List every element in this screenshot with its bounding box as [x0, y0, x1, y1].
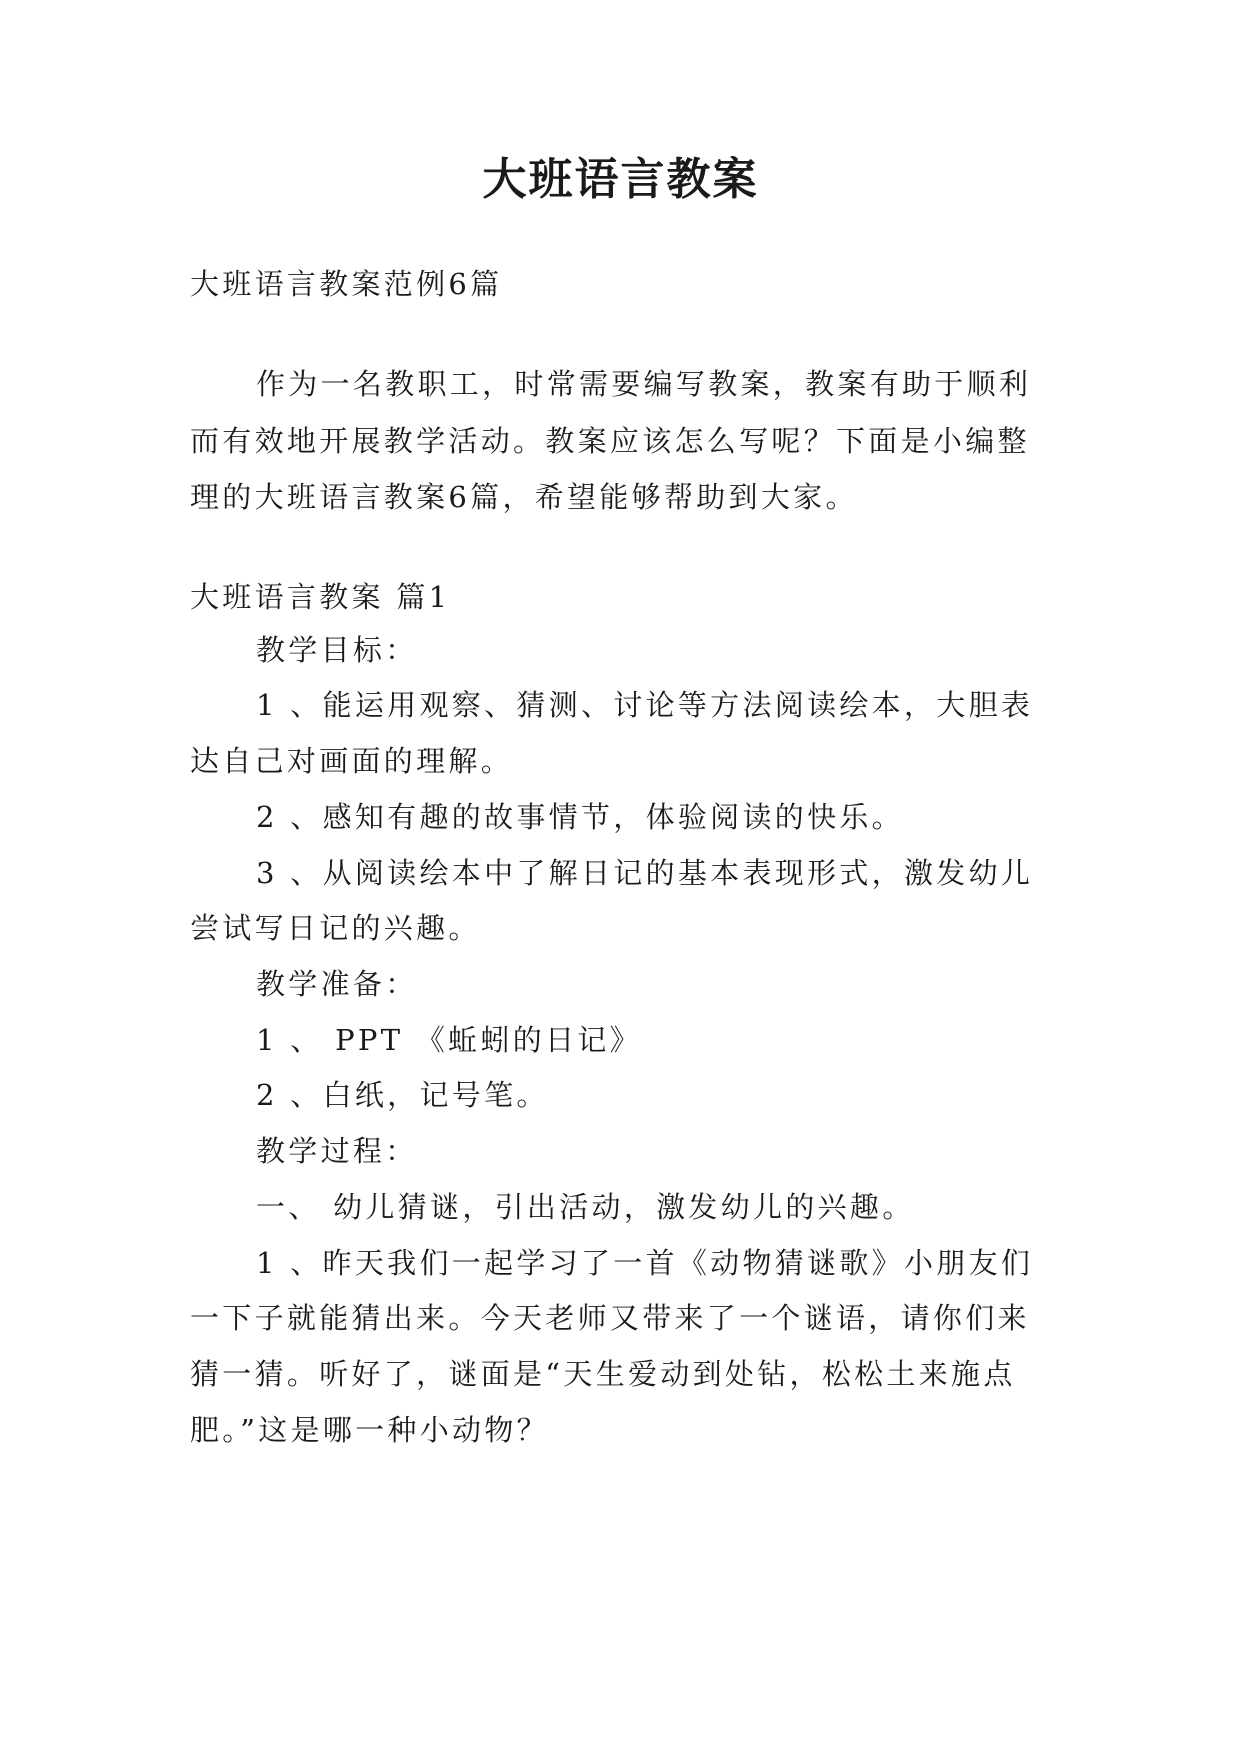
document-subtitle: 大班语言教案范例6篇 [190, 267, 503, 301]
preparation-heading: 教学准备： [256, 967, 418, 1001]
process-substep-line: 肥。”这是哪一种小动物？ [190, 1413, 549, 1447]
process-step: 一、 幼儿猜谜，引出活动，激发幼儿的兴趣。 [256, 1190, 915, 1224]
intro-paragraph-line: 理的大班语言教案6篇，希望能够帮助到大家。 [190, 480, 858, 514]
goal-item-line: 3 、从阅读绘本中了解日记的基本表现形式，激发幼儿 [256, 856, 1034, 890]
preparation-item: 2 、白纸，记号笔。 [256, 1078, 549, 1112]
goal-item-line: 达自己对画面的理解。 [190, 744, 514, 778]
goal-item-line: 尝试写日记的兴趣。 [190, 911, 481, 945]
process-substep-line: 1 、昨天我们一起学习了一首《动物猜谜歌》小朋友们 [256, 1246, 1034, 1280]
intro-paragraph-line: 作为一名教职工，时常需要编写教案，教案有助于顺利 [256, 367, 1032, 401]
document-title: 大班语言教案 [482, 154, 759, 205]
intro-paragraph-line: 而有效地开展教学活动。教案应该怎么写呢？下面是小编整 [190, 424, 1030, 458]
preparation-item: 1 、 PPT 《蚯蚓的日记》 [256, 1023, 642, 1057]
goals-heading: 教学目标： [256, 633, 418, 667]
goal-item-line: 1 、能运用观察、猜测、讨论等方法阅读绘本，大胆表 [256, 688, 1034, 722]
section-heading: 大班语言教案 篇1 [190, 580, 451, 614]
process-heading: 教学过程： [256, 1134, 418, 1168]
goal-item: 2 、感知有趣的故事情节，体验阅读的快乐。 [256, 800, 904, 834]
process-substep-line: 一下子就能猜出来。今天老师又带来了一个谜语，请你们来 [190, 1301, 1030, 1335]
process-substep-line: 猜一猜。听好了，谜面是“天生爱动到处钻，松松土来施点 [190, 1357, 1016, 1391]
